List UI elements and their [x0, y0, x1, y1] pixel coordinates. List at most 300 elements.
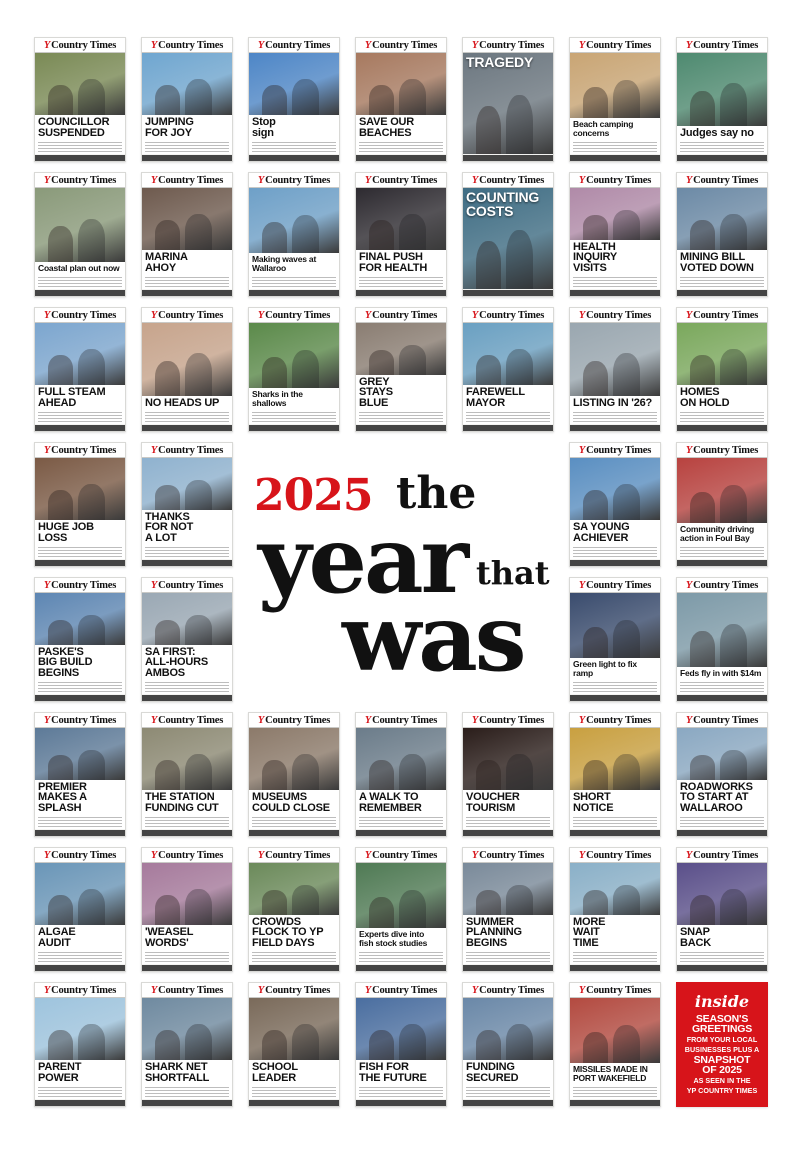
cover-photo [249, 323, 339, 388]
masthead-logo-mark: Y [364, 984, 372, 996]
body-copy-columns [38, 950, 122, 963]
front-page-cover [569, 712, 661, 837]
masthead [35, 848, 125, 863]
masthead-logo-mark: Y [364, 309, 372, 321]
front-page-cover [676, 307, 768, 432]
body-copy-columns [680, 140, 764, 153]
masthead-title: Country Times [586, 579, 652, 591]
masthead [677, 308, 767, 323]
masthead-title: Country Times [693, 174, 759, 186]
masthead-logo-mark: Y [43, 984, 51, 996]
front-page-cover [355, 37, 447, 162]
body-copy-columns [38, 275, 122, 288]
cover-headline: VOUCHER TOURISM [466, 791, 520, 814]
masthead-title: Country Times [158, 444, 224, 456]
masthead-title: Country Times [51, 984, 117, 996]
cover-photo [677, 863, 767, 925]
masthead [356, 173, 446, 188]
cover-text [463, 1060, 553, 1099]
body-copy-columns [573, 275, 657, 288]
masthead-logo-mark: Y [685, 39, 693, 51]
cover-photo [249, 998, 339, 1060]
cover-photo [35, 728, 125, 780]
cover-headline: Beach camping concerns [573, 119, 634, 138]
body-copy-columns [466, 950, 550, 963]
body-copy-columns [359, 140, 443, 153]
cover-footer-strip [142, 560, 232, 566]
cover-headline: FAREWELL MAYOR [466, 386, 525, 409]
masthead [35, 983, 125, 998]
masthead [570, 308, 660, 323]
cover-footer-strip [677, 425, 767, 431]
masthead [677, 578, 767, 593]
masthead [142, 848, 232, 863]
front-page-cover [569, 307, 661, 432]
cover-footer-strip [35, 965, 125, 971]
masthead-title: Country Times [51, 714, 117, 726]
cover-text [570, 915, 660, 965]
front-page-cover [141, 982, 233, 1107]
masthead [677, 173, 767, 188]
masthead [35, 173, 125, 188]
masthead [570, 578, 660, 593]
masthead-title: Country Times [372, 39, 438, 51]
front-page-cover [569, 37, 661, 162]
cover-headline: HUGE JOB LOSS [38, 521, 94, 544]
masthead-title: Country Times [586, 174, 652, 186]
body-copy-columns [680, 545, 764, 558]
cover-footer-strip [677, 830, 767, 836]
cover-headline: SA YOUNG ACHIEVER [573, 521, 630, 544]
masthead-logo-mark: Y [257, 174, 265, 186]
cover-footer-strip [249, 1100, 339, 1106]
cover-text [356, 250, 446, 289]
cover-footer-strip [463, 290, 553, 296]
cover-footer-strip [570, 560, 660, 566]
body-copy-columns [573, 1085, 657, 1098]
cover-text [677, 126, 767, 155]
cover-photo [35, 188, 125, 262]
cover-text [570, 118, 660, 154]
body-copy-columns [252, 140, 336, 153]
body-copy-columns [38, 680, 122, 693]
cover-photo [142, 53, 232, 115]
masthead [356, 983, 446, 998]
masthead-title: Country Times [158, 714, 224, 726]
cover-headline: 'WEASEL WORDS' [145, 926, 194, 949]
cover-footer-strip [35, 290, 125, 296]
cover-text [356, 115, 446, 154]
front-page-cover [676, 172, 768, 297]
masthead-logo-mark: Y [471, 309, 479, 321]
masthead-logo-mark: Y [257, 849, 265, 861]
masthead-title: Country Times [479, 714, 545, 726]
cover-text [677, 780, 767, 830]
masthead-logo-mark: Y [257, 309, 265, 321]
cover-footer-strip [463, 965, 553, 971]
cover-text [463, 385, 553, 424]
cover-footer-strip [463, 155, 553, 161]
cover-text [142, 250, 232, 289]
inside-line-6: OF 2025 [702, 1064, 742, 1076]
body-copy-columns [38, 545, 122, 558]
masthead-logo-mark: Y [150, 39, 158, 51]
cover-footer-strip [356, 290, 446, 296]
masthead-logo-mark: Y [471, 849, 479, 861]
body-copy-columns [573, 950, 657, 963]
masthead-title: Country Times [158, 174, 224, 186]
masthead [463, 308, 553, 323]
masthead-title: Country Times [51, 39, 117, 51]
cover-footer-strip [142, 965, 232, 971]
cover-footer-strip [142, 830, 232, 836]
masthead-title: Country Times [693, 309, 759, 321]
body-copy-columns [466, 1085, 550, 1098]
cover-headline: GREY STAYS BLUE [359, 375, 393, 409]
masthead-logo-mark: Y [578, 174, 586, 186]
cover-text [249, 253, 339, 289]
cover-photo [356, 53, 446, 115]
cover-footer-strip [142, 1100, 232, 1106]
cover-footer-strip [249, 155, 339, 161]
front-page-cover [34, 847, 126, 972]
masthead-logo-mark: Y [471, 984, 479, 996]
masthead-title: Country Times [586, 444, 652, 456]
masthead-title: Country Times [51, 309, 117, 321]
body-copy-columns [359, 410, 443, 423]
cover-text [35, 520, 125, 559]
masthead [249, 713, 339, 728]
body-copy-columns [573, 680, 657, 693]
masthead-title: Country Times [51, 444, 117, 456]
cover-headline: Community driving action in Foul Bay [680, 524, 755, 543]
masthead [356, 848, 446, 863]
masthead-logo-mark: Y [471, 174, 479, 186]
cover-photo [677, 458, 767, 523]
cover-headline: PASKE'S BIG BUILD BEGINS [38, 645, 93, 679]
cover-photo [142, 458, 232, 510]
cover-text [677, 925, 767, 964]
cover-photo [35, 323, 125, 385]
cover-headline: SAVE OUR BEACHES [359, 116, 415, 139]
front-page-cover [462, 712, 554, 837]
front-page-cover [569, 982, 661, 1107]
front-page-cover [248, 712, 340, 837]
masthead [463, 173, 553, 188]
cover-headline: Sharks in the shallows [252, 389, 303, 408]
masthead [142, 308, 232, 323]
cover-photo [35, 998, 125, 1060]
front-page-cover [676, 577, 768, 702]
masthead-title: Country Times [693, 39, 759, 51]
front-page-cover [462, 37, 554, 162]
cover-photo [35, 53, 125, 115]
cover-headline: SNAP BACK [680, 926, 711, 949]
masthead [142, 713, 232, 728]
cover-photo [142, 728, 232, 790]
cover-photo [677, 728, 767, 780]
cover-footer-strip [356, 1100, 446, 1106]
masthead [463, 713, 553, 728]
title-was: was [342, 584, 524, 692]
masthead-logo-mark: Y [150, 174, 158, 186]
masthead [35, 38, 125, 53]
cover-footer-strip [570, 155, 660, 161]
body-copy-columns [466, 815, 550, 828]
masthead-title: Country Times [265, 849, 331, 861]
cover-text [142, 645, 232, 695]
inside-line-7: AS SEEN IN THE [693, 1075, 751, 1085]
masthead-title: Country Times [479, 309, 545, 321]
cover-text [35, 1060, 125, 1099]
masthead-logo-mark: Y [364, 849, 372, 861]
masthead-logo-mark: Y [578, 849, 586, 861]
cover-headline: ALGAE AUDIT [38, 926, 76, 949]
masthead [142, 443, 232, 458]
masthead-title: Country Times [693, 714, 759, 726]
masthead [249, 308, 339, 323]
front-page-cover [248, 982, 340, 1107]
front-page-cover [676, 712, 768, 837]
masthead [142, 173, 232, 188]
masthead-logo-mark: Y [257, 714, 265, 726]
cover-footer-strip [677, 155, 767, 161]
masthead [463, 38, 553, 53]
cover-photo [35, 458, 125, 520]
title-year: 2025 [254, 470, 373, 521]
masthead-title: Country Times [479, 39, 545, 51]
cover-footer-strip [142, 695, 232, 701]
masthead-title: Country Times [479, 174, 545, 186]
body-copy-columns [680, 815, 764, 828]
body-copy-columns [359, 815, 443, 828]
masthead [356, 308, 446, 323]
cover-footer-strip [677, 290, 767, 296]
cover-photo [356, 863, 446, 928]
cover-text [249, 115, 339, 154]
cover-footer-strip [356, 155, 446, 161]
cover-photo [356, 188, 446, 250]
cover-photo [570, 998, 660, 1063]
cover-photo [35, 863, 125, 925]
front-page-cover [248, 307, 340, 432]
cover-footer-strip [570, 695, 660, 701]
inside-line-5: SNAPSHOT [693, 1053, 751, 1066]
cover-photo [677, 593, 767, 667]
front-page-cover [248, 847, 340, 972]
masthead-title: Country Times [693, 849, 759, 861]
masthead-logo-mark: Y [43, 309, 51, 321]
cover-headline: MUSEUMS COULD CLOSE [252, 791, 330, 814]
masthead-logo-mark: Y [685, 444, 693, 456]
cover-headline: JUMPING FOR JOY [145, 116, 194, 139]
body-copy-columns [252, 950, 336, 963]
masthead-logo-mark: Y [471, 39, 479, 51]
masthead-title: Country Times [265, 39, 331, 51]
body-copy-columns [145, 950, 229, 963]
cover-text [356, 928, 446, 964]
masthead-logo-mark: Y [685, 849, 693, 861]
masthead-title: Country Times [265, 984, 331, 996]
cover-text [356, 790, 446, 829]
cover-headline: SHARK NET SHORTFALL [145, 1061, 210, 1084]
front-page-cover [141, 712, 233, 837]
masthead-title: Country Times [479, 849, 545, 861]
front-page-cover [141, 37, 233, 162]
cover-text [463, 915, 553, 965]
masthead-title: Country Times [158, 849, 224, 861]
body-copy-columns [359, 275, 443, 288]
cover-text [356, 375, 446, 425]
front-page-cover [141, 847, 233, 972]
masthead-logo-mark: Y [150, 849, 158, 861]
masthead [356, 38, 446, 53]
cover-text [35, 925, 125, 964]
masthead-title: Country Times [51, 849, 117, 861]
cover-headline: TRAGEDY [466, 54, 534, 70]
front-page-cover [676, 847, 768, 972]
masthead-title: Country Times [51, 174, 117, 186]
cover-photo [249, 728, 339, 790]
cover-footer-strip [463, 425, 553, 431]
inside-kicker: inside [694, 991, 750, 1011]
cover-photo [570, 728, 660, 790]
cover-footer-strip [570, 425, 660, 431]
cover-footer-strip [463, 1100, 553, 1106]
body-copy-columns [573, 140, 657, 153]
masthead-title: Country Times [158, 39, 224, 51]
front-page-cover [355, 847, 447, 972]
body-copy-columns [359, 950, 443, 963]
front-page-cover [355, 712, 447, 837]
body-copy-columns [145, 545, 229, 558]
cover-photo [463, 323, 553, 385]
title-block [248, 446, 552, 698]
cover-headline: PREMIER MAKES A SPLASH [38, 780, 87, 814]
cover-footer-strip [35, 560, 125, 566]
masthead-logo-mark: Y [578, 39, 586, 51]
inside-line-1: SEASON'S [695, 1012, 749, 1025]
body-copy-columns [145, 680, 229, 693]
body-copy-columns [38, 1085, 122, 1098]
body-copy-columns [680, 680, 764, 693]
cover-footer-strip [677, 560, 767, 566]
cover-text [142, 115, 232, 154]
masthead-title: Country Times [51, 579, 117, 591]
cover-headline: THE STATION FUNDING CUT [145, 791, 219, 814]
front-page-cover [462, 847, 554, 972]
masthead-logo-mark: Y [364, 174, 372, 186]
cover-photo [677, 188, 767, 250]
cover-headline: Making waves at Wallaroo [252, 254, 317, 273]
masthead-title: Country Times [265, 309, 331, 321]
front-page-cover [355, 172, 447, 297]
cover-photo [570, 863, 660, 915]
inside-promo-panel [676, 982, 768, 1107]
cover-photo [570, 188, 660, 240]
cover-headline: PARENT POWER [38, 1061, 82, 1084]
title-that: that [476, 554, 550, 592]
masthead [356, 713, 446, 728]
body-copy-columns [252, 1085, 336, 1098]
masthead-logo-mark: Y [257, 39, 265, 51]
masthead [570, 713, 660, 728]
masthead-logo-mark: Y [685, 174, 693, 186]
front-page-cover [676, 37, 768, 162]
cover-headline: SHORT NOTICE [573, 791, 614, 814]
cover-footer-strip [570, 1100, 660, 1106]
cover-footer-strip [35, 1100, 125, 1106]
cover-footer-strip [249, 425, 339, 431]
front-page-cover [462, 172, 554, 297]
cover-headline: MORE WAIT TIME [573, 915, 606, 949]
cover-photo [356, 998, 446, 1060]
cover-headline: FUNDING SECURED [466, 1061, 519, 1084]
cover-photo [677, 53, 767, 126]
body-copy-columns [145, 410, 229, 423]
cover-photo [356, 728, 446, 790]
masthead-title: Country Times [693, 444, 759, 456]
masthead-title: Country Times [158, 579, 224, 591]
cover-photo [142, 323, 232, 396]
masthead [142, 38, 232, 53]
cover-text [249, 388, 339, 424]
cover-footer-strip [35, 830, 125, 836]
masthead [570, 983, 660, 998]
masthead [677, 38, 767, 53]
body-copy-columns [573, 410, 657, 423]
cover-headline: FISH FOR THE FUTURE [359, 1061, 427, 1084]
cover-headline: Feds fly in with $14m [680, 668, 762, 678]
front-page-cover [141, 172, 233, 297]
masthead-title: Country Times [479, 984, 545, 996]
masthead-title: Country Times [372, 849, 438, 861]
masthead-logo-mark: Y [43, 39, 51, 51]
cover-footer-strip [249, 830, 339, 836]
body-copy-columns [680, 950, 764, 963]
front-page-cover [34, 442, 126, 567]
cover-photo [463, 998, 553, 1060]
front-page-cover [248, 37, 340, 162]
cover-headline: NO HEADS UP [145, 396, 220, 409]
masthead [249, 983, 339, 998]
front-page-cover [141, 307, 233, 432]
masthead [249, 848, 339, 863]
masthead-title: Country Times [586, 309, 652, 321]
masthead-logo-mark: Y [578, 444, 586, 456]
cover-text [142, 396, 232, 425]
masthead-logo-mark: Y [43, 849, 51, 861]
masthead [463, 848, 553, 863]
body-copy-columns [145, 140, 229, 153]
front-page-cover [355, 307, 447, 432]
cover-text [249, 915, 339, 965]
masthead [35, 308, 125, 323]
cover-photo [677, 323, 767, 385]
cover-headline: SCHOOL LEADER [252, 1061, 298, 1084]
cover-text [249, 1060, 339, 1099]
masthead-title: Country Times [586, 984, 652, 996]
inside-line-3: FROM YOUR LOCAL [686, 1034, 758, 1044]
cover-headline: MISSILES MADE IN PORT WAKEFIELD [573, 1064, 648, 1083]
masthead-logo-mark: Y [257, 984, 265, 996]
masthead [35, 443, 125, 458]
cover-footer-strip [35, 695, 125, 701]
front-page-cover [569, 577, 661, 702]
masthead-logo-mark: Y [43, 579, 51, 591]
masthead [35, 713, 125, 728]
masthead-logo-mark: Y [364, 714, 372, 726]
